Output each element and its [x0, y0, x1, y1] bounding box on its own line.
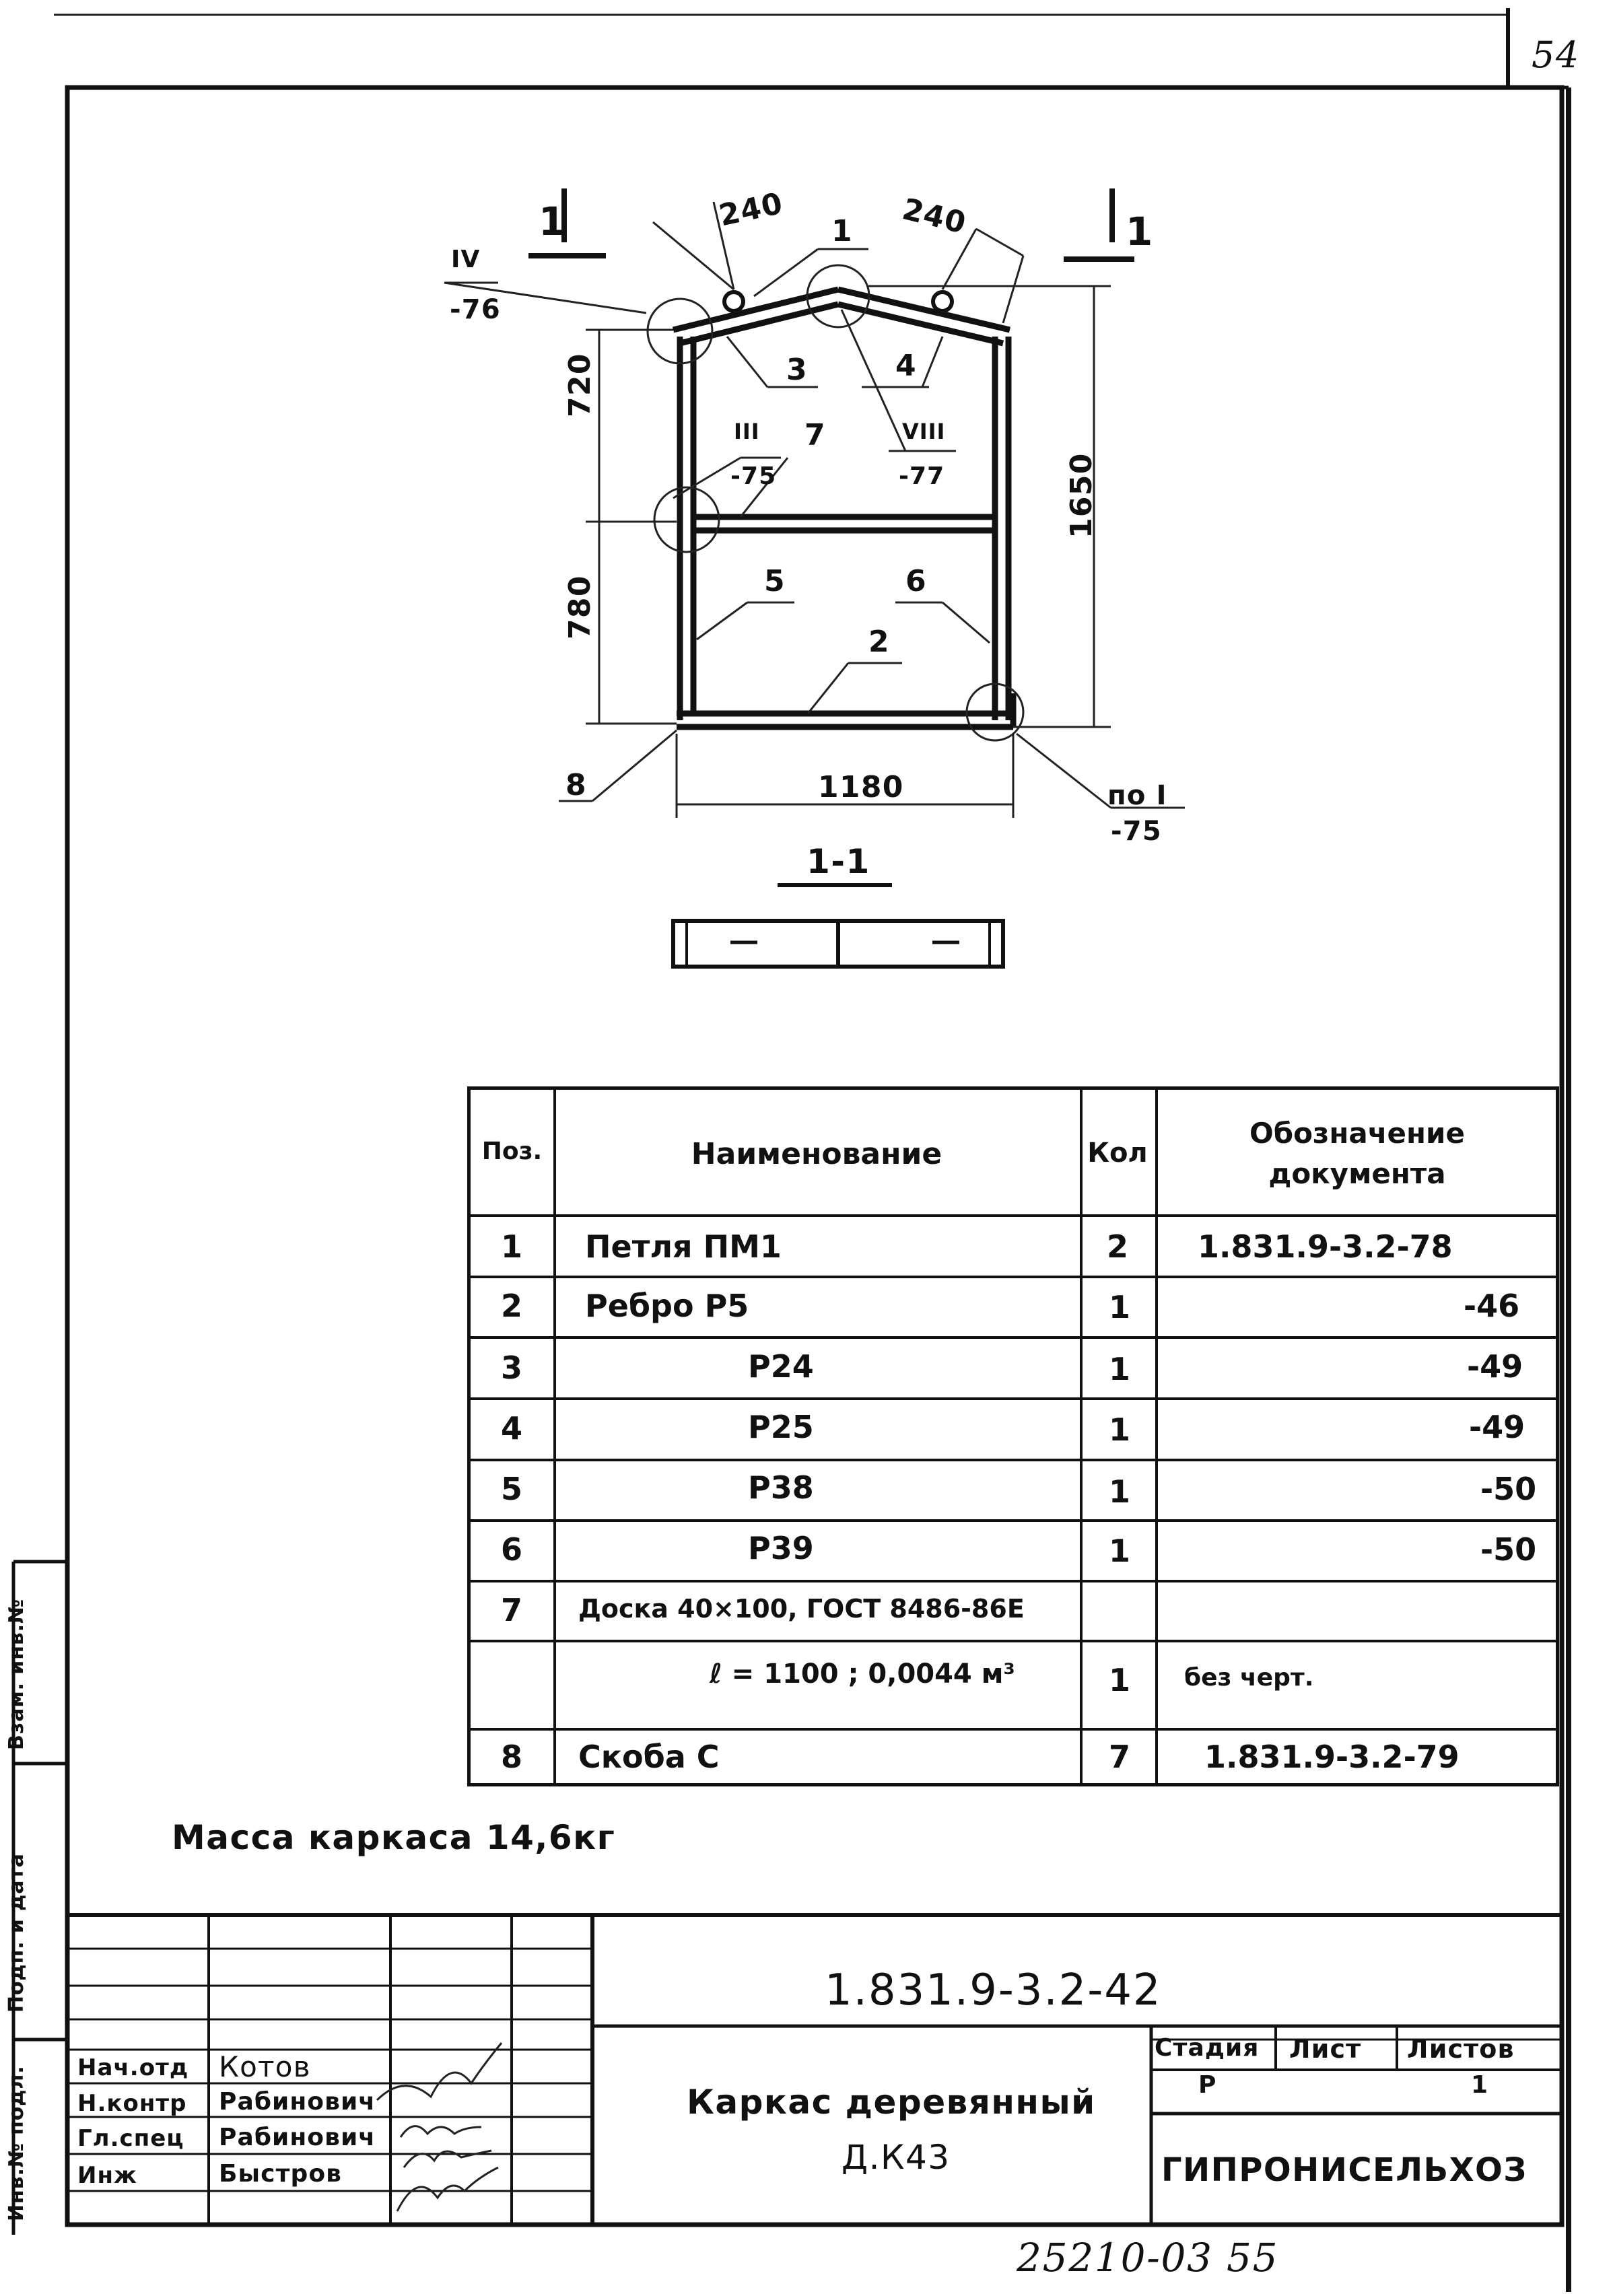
header-name: Наименование	[691, 1137, 942, 1171]
dim-lower-height: 780	[563, 575, 597, 639]
node-po-i-label: по I	[1107, 780, 1167, 811]
header-doc-line1: Обозначение	[1249, 1117, 1465, 1150]
footer-number: 25210-03 55	[1017, 2235, 1279, 2281]
role-2: Н.контр	[77, 2090, 187, 2117]
section-view	[673, 921, 1003, 967]
spec-table	[467, 1086, 1559, 1786]
stage-label: Стадия	[1155, 2034, 1260, 2062]
row-8-doc: 1.831.9-3.2-79	[1204, 1739, 1460, 1775]
section-mark-right-label: 1	[1126, 209, 1155, 254]
side-label-2: Подп. и дата	[5, 1853, 28, 2013]
row-7-pos: 7	[501, 1592, 523, 1628]
callout-7: 7	[804, 418, 826, 452]
section-title: 1-1	[806, 842, 870, 881]
sheets-value: 1	[1471, 2071, 1489, 2099]
header-pos: Поз.	[481, 1138, 543, 1165]
role-4: Инж	[77, 2162, 137, 2189]
title-line-1: Каркас деревянный	[687, 2083, 1096, 2122]
callout-2: 2	[868, 625, 890, 659]
row-5-pos: 5	[501, 1471, 523, 1507]
row-1-name: Петля ПМ1	[585, 1228, 782, 1265]
side-label-3: Взам. инв.№	[5, 1598, 28, 1750]
sheet-label: Лист	[1289, 2034, 1362, 2064]
row-3-doc: -49	[1467, 1348, 1523, 1385]
mass-note: Масса каркаса 14,6кг	[172, 1818, 616, 1857]
callout-6: 6	[905, 564, 927, 598]
row-7b-doc: без черт.	[1184, 1664, 1314, 1692]
role-1: Нач.отд	[77, 2054, 189, 2081]
dim-upper-height: 720	[563, 353, 597, 417]
row-6-doc: -50	[1480, 1531, 1537, 1568]
header-doc-line2: документа	[1268, 1157, 1446, 1190]
row-1-pos: 1	[501, 1228, 523, 1265]
row-8-qty: 7	[1109, 1739, 1131, 1775]
row-7b-name: ℓ = 1100 ; 0,0044 м³	[710, 1659, 1015, 1690]
dim-width: 1180	[818, 770, 904, 804]
side-label-1: Инв.№ подл.	[5, 2065, 28, 2221]
title-line-2: Д.К43	[842, 2138, 951, 2177]
doc-code: 1.831.9-3.2-42	[825, 1965, 1162, 2015]
callout-1: 1	[831, 214, 853, 248]
row-6-pos: 6	[501, 1531, 523, 1568]
row-3-qty: 1	[1109, 1351, 1131, 1387]
row-1-doc: 1.831.9-3.2-78	[1198, 1228, 1453, 1265]
row-5-doc: -50	[1480, 1471, 1537, 1507]
sheets-label: Листов	[1407, 2034, 1515, 2064]
callout-3: 3	[786, 353, 808, 387]
stage-value: Р	[1198, 2071, 1217, 2099]
row-7b-qty: 1	[1109, 1662, 1131, 1698]
section-mark-right	[1064, 188, 1134, 259]
row-6-name: Р39	[748, 1530, 814, 1566]
role-3-name: Рабинович	[219, 2124, 376, 2151]
callout-4: 4	[895, 349, 917, 383]
role-1-name: Котов	[219, 2050, 311, 2083]
row-3-name: Р24	[748, 1348, 814, 1385]
row-4-pos: 4	[501, 1410, 523, 1447]
row-2-qty: 1	[1109, 1289, 1131, 1325]
row-8-name: Скоба С	[578, 1739, 720, 1775]
organization: ГИПРОНИСЕЛЬХОЗ	[1161, 2151, 1528, 2189]
row-8-pos: 8	[501, 1739, 523, 1775]
role-3: Гл.спец	[77, 2125, 184, 2152]
page-number: 54	[1532, 34, 1580, 76]
node-iv-label: IV	[451, 246, 481, 273]
row-4-name: Р25	[748, 1409, 814, 1445]
row-2-doc: -46	[1464, 1288, 1520, 1324]
frame-outline	[673, 289, 1013, 727]
role-2-name: Рабинович	[219, 2088, 376, 2116]
dim-top-right: 240	[899, 192, 970, 241]
row-5-name: Р38	[748, 1469, 814, 1506]
row-4-qty: 1	[1109, 1412, 1131, 1448]
role-4-name: Быстров	[219, 2160, 343, 2188]
callout-5: 5	[764, 564, 786, 598]
row-6-qty: 1	[1109, 1533, 1131, 1569]
node-viii-label: VIII	[902, 419, 946, 444]
node-iii-sheet: -75	[730, 462, 777, 490]
dim-top-left: 240	[716, 186, 786, 234]
row-3-pos: 3	[501, 1350, 523, 1386]
node-iv-sheet: -76	[450, 294, 501, 325]
section-mark-left-label: 1	[539, 199, 568, 244]
signatures	[377, 2043, 502, 2211]
row-5-qty: 1	[1109, 1473, 1131, 1510]
row-7-name: Доска 40×100, ГОСТ 8486-86Е	[578, 1594, 1025, 1624]
dim-total-height: 1650	[1064, 452, 1099, 538]
row-4-doc: -49	[1469, 1409, 1525, 1445]
node-viii-sheet: -77	[899, 462, 945, 490]
row-2-pos: 2	[501, 1288, 523, 1324]
row-1-qty: 2	[1107, 1228, 1129, 1265]
node-po-i-sheet: -75	[1111, 816, 1162, 847]
row-2-name: Ребро Р5	[585, 1288, 749, 1324]
callout-8: 8	[565, 768, 587, 802]
node-iii-label: III	[734, 419, 760, 444]
header-qty: Кол	[1087, 1138, 1148, 1169]
